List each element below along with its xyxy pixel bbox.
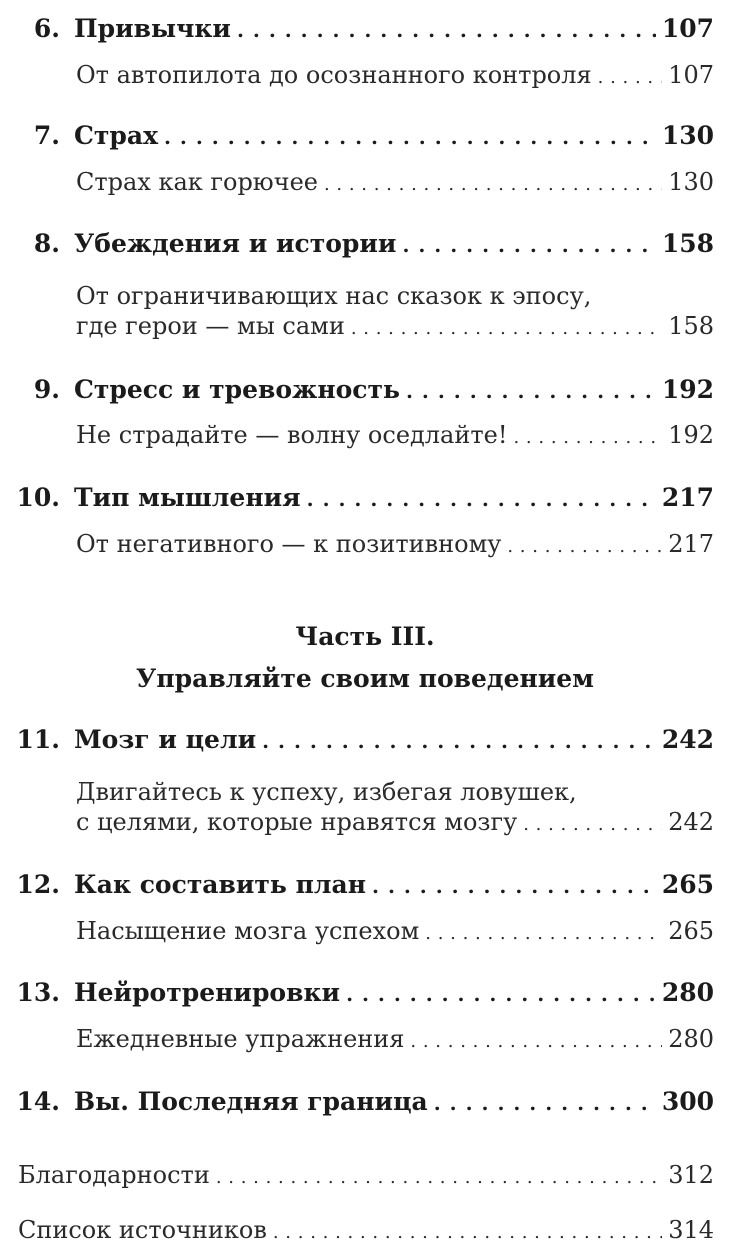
chapter-number: 10. — [16, 483, 60, 512]
section-title: От автопилота до осознанного контроля — [76, 61, 592, 89]
dot-leader — [346, 982, 656, 1006]
chapter-number: 7. — [33, 121, 60, 150]
chapter-page: 192 — [661, 375, 714, 404]
dot-leader — [598, 67, 663, 88]
dot-leader — [324, 174, 662, 195]
toc-chapter-9[interactable] — [0, 375, 714, 415]
chapter-number: 9. — [33, 375, 60, 404]
chapter-title: Стресс и тревожность — [74, 375, 400, 404]
chapter-number: 12. — [16, 870, 60, 899]
dot-leader — [513, 427, 662, 448]
chapter-page: 217 — [661, 483, 714, 512]
toc-section-11-line1: Двигайтесь к успеху, избегая ловушек, — [76, 778, 577, 806]
section-page: 265 — [668, 917, 714, 945]
toc-section-13-1[interactable] — [76, 1025, 714, 1065]
toc-section-6-1[interactable] — [76, 61, 714, 101]
section-page: 107 — [668, 61, 714, 89]
dot-leader — [164, 125, 656, 149]
chapter-page: 107 — [661, 14, 714, 43]
dot-leader — [523, 814, 662, 835]
chapter-page: 242 — [661, 725, 714, 754]
section-page: 158 — [668, 312, 714, 340]
toc-section-10-1[interactable] — [76, 530, 714, 570]
section-title: Страх как горючее — [76, 168, 318, 196]
toc-section-7-1[interactable] — [76, 168, 714, 208]
back-matter-title: Благодарности — [18, 1161, 210, 1189]
toc-chapter-12[interactable] — [0, 870, 714, 910]
part-title: Управляйте своим поведением — [136, 664, 594, 693]
dot-leader — [402, 233, 655, 257]
dot-leader — [262, 729, 656, 753]
chapter-title: Страх — [74, 121, 158, 150]
chapter-page: 265 — [661, 870, 714, 899]
part-number: Часть III. — [295, 622, 435, 651]
toc-chapter-7[interactable] — [0, 121, 714, 161]
chapter-number: 11. — [16, 725, 60, 754]
back-matter-title: Список источников — [18, 1216, 267, 1244]
toc-section-12-1[interactable] — [76, 917, 714, 957]
toc-chapter-6[interactable] — [0, 14, 714, 54]
dot-leader — [273, 1222, 662, 1243]
chapter-title: Привычки — [74, 14, 231, 43]
chapter-title: Мозг и цели — [74, 725, 257, 754]
chapter-page: 300 — [661, 1087, 714, 1116]
section-page: 130 — [668, 168, 714, 196]
chapter-title: Тип мышления — [74, 483, 301, 512]
back-matter-page: 312 — [668, 1161, 714, 1189]
toc-section-9-1[interactable] — [76, 421, 714, 461]
section-page: 217 — [668, 530, 714, 558]
toc-chapter-13[interactable] — [0, 978, 714, 1018]
chapter-title: Убеждения и истории — [74, 229, 397, 258]
section-title: Не страдайте — волну оседлайте! — [76, 421, 508, 449]
toc-section-11-1[interactable] — [76, 808, 714, 848]
dot-leader — [307, 487, 656, 511]
section-title: Насыщение мозга успехом — [76, 917, 420, 945]
dot-leader — [507, 536, 662, 557]
section-title: От негативного — к позитивному — [76, 530, 502, 558]
chapter-number: 13. — [16, 978, 60, 1007]
dot-leader — [406, 379, 656, 403]
chapter-title: Как составить план — [74, 870, 367, 899]
section-title: Ежедневные упражнения — [76, 1025, 405, 1053]
toc-section-8-1[interactable] — [76, 312, 714, 352]
section-page: 242 — [668, 808, 714, 836]
section-title: с целями, которые нравятся мозгу — [76, 808, 518, 836]
toc-references[interactable] — [18, 1216, 714, 1256]
section-page: 280 — [668, 1025, 714, 1053]
chapter-page: 158 — [661, 229, 714, 258]
dot-leader — [434, 1091, 656, 1115]
dot-leader — [372, 874, 656, 898]
chapter-page: 280 — [661, 978, 714, 1007]
chapter-number: 8. — [33, 229, 60, 258]
chapter-number: 6. — [33, 14, 60, 43]
dot-leader — [425, 923, 662, 944]
chapter-page: 130 — [661, 121, 714, 150]
toc-section-8-line1: От ограничивающих нас сказок к эпосу, — [76, 282, 592, 310]
dot-leader — [351, 318, 662, 339]
chapter-title: Нейротренировки — [74, 978, 341, 1007]
toc-acknowledgements[interactable] — [18, 1161, 714, 1201]
dot-leader — [410, 1031, 662, 1052]
toc-chapter-8[interactable] — [0, 229, 714, 269]
section-title: где герои — мы сами — [76, 312, 345, 340]
toc-chapter-11[interactable] — [0, 725, 714, 765]
back-matter-page: 314 — [668, 1216, 714, 1244]
chapter-title: Вы. Последняя граница — [74, 1087, 428, 1116]
dot-leader — [237, 18, 656, 42]
dot-leader — [216, 1167, 662, 1188]
chapter-number: 14. — [16, 1087, 60, 1116]
toc-chapter-14[interactable] — [0, 1087, 714, 1127]
section-page: 192 — [668, 421, 714, 449]
toc-chapter-10[interactable] — [0, 483, 714, 523]
